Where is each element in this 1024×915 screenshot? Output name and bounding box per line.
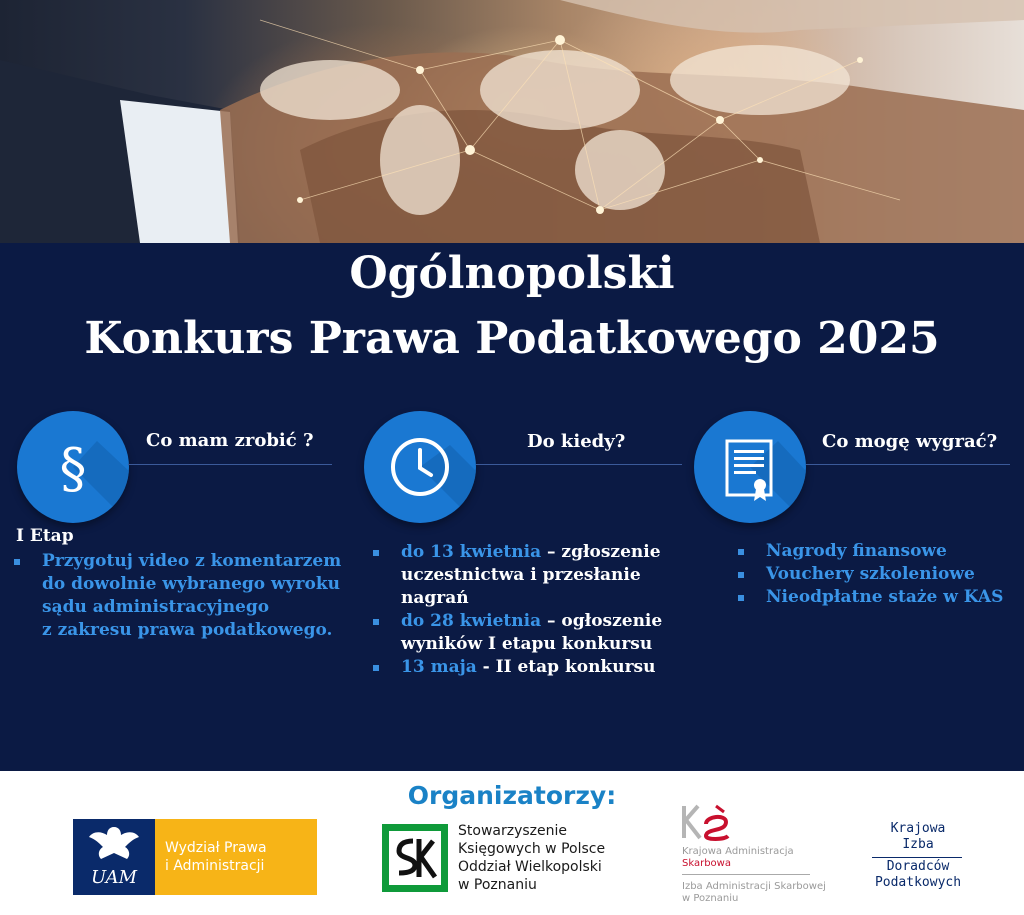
date-desc: – zgłoszenie [541,542,661,562]
date-desc: – ogłoszenie [541,611,663,631]
svg-text:§: § [59,437,87,500]
col1-heading: Co mam zrobić ? [146,430,314,451]
col1-text-line: z zakresu prawa podatkowego. [42,620,333,640]
bullet-icon [738,549,744,555]
bullet-icon [373,665,379,671]
kidp-logo [860,821,976,891]
uam-emblem [73,819,155,895]
uam-name-line: Wydział Prawa [165,840,267,856]
paragraph-icon [17,411,129,523]
bullet-icon [738,595,744,601]
kas-name-line: Skarbowa [682,858,731,869]
col1-text-line: sądu administracyjnego [42,597,270,617]
sk-monogram-icon [389,831,441,885]
col3-heading: Co mogę wygrać? [822,431,998,452]
col2-divider [476,464,682,465]
kas-divider [682,874,810,875]
col1-text-line: Przygotuj video z komentarzem [42,551,342,571]
bullet-icon [738,572,744,578]
col2-list [373,541,703,679]
col3-divider [806,464,1010,465]
prize-label: Nieodpłatne staże w KAS [766,587,1004,607]
bullet-icon [14,559,20,565]
date-desc: - II etap konkursu [476,657,656,677]
kidp-line: Podatkowych [874,875,962,890]
skp-name [458,822,605,894]
handshake-world-map-illustration [0,0,1024,243]
etap-label: I Etap [16,526,74,546]
list-item [373,656,703,679]
kas-name [682,846,794,870]
skp-logo-inner [389,831,441,885]
skp-logo [382,824,448,892]
date-desc: wyników I etapu konkursu [401,634,653,654]
uam-name-line: i Administracji [165,858,265,874]
uam-logo [73,819,317,895]
kas-office-line: w Poznaniu [682,893,739,904]
skp-name-line: Stowarzyszenie [458,823,567,839]
kas-office-line: Izba Administracji Skarbowej [682,881,826,892]
page-title-line2: Konkurs Prawa Podatkowego 2025 [84,313,940,364]
list-item [373,610,703,656]
col1-divider [128,464,332,465]
col1-list [14,550,354,642]
uam-logo-text: UAM [90,867,138,888]
bullet-icon [373,619,379,625]
list-item [14,550,354,642]
col2-heading: Do kiedy? [527,431,626,452]
certificate-icon [694,411,806,523]
kidp-line: Krajowa [890,821,946,836]
kidp-line: Izba [902,837,934,852]
uam-name [165,839,267,875]
skp-name-line: Księgowych w Polsce [458,841,606,857]
date-highlight: do 28 kwietnia [401,611,542,631]
hero-image [0,0,1024,243]
date-highlight: 13 maja [401,657,477,677]
kas-logo-icon [680,802,740,842]
kidp-divider [872,857,962,858]
organizers-title: Organizatorzy: [407,781,617,810]
kidp-line: Doradców [886,859,950,874]
list-item [738,586,1018,609]
kas-office [682,881,826,905]
list-item [738,540,1018,563]
list-item [373,541,703,610]
skp-name-line: Oddział Wielkopolski [458,859,602,875]
prize-label: Nagrody finansowe [766,541,947,561]
bullet-icon [373,550,379,556]
col1-text-line: do dowolnie wybranego wyroku [42,574,340,594]
kas-name-line: Krajowa Administracja [682,846,794,857]
clock-icon [364,411,476,523]
prize-label: Vouchery szkoleniowe [766,564,975,584]
page-title-line1: Ogólnopolski [349,248,675,299]
list-item [738,563,1018,586]
skp-name-line: w Poznaniu [458,877,537,893]
eagle-icon [73,819,155,869]
date-desc: uczestnictwa i przesłanie nagrań [401,565,641,608]
col3-list [738,540,1018,609]
date-highlight: do 13 kwietnia [401,542,542,562]
